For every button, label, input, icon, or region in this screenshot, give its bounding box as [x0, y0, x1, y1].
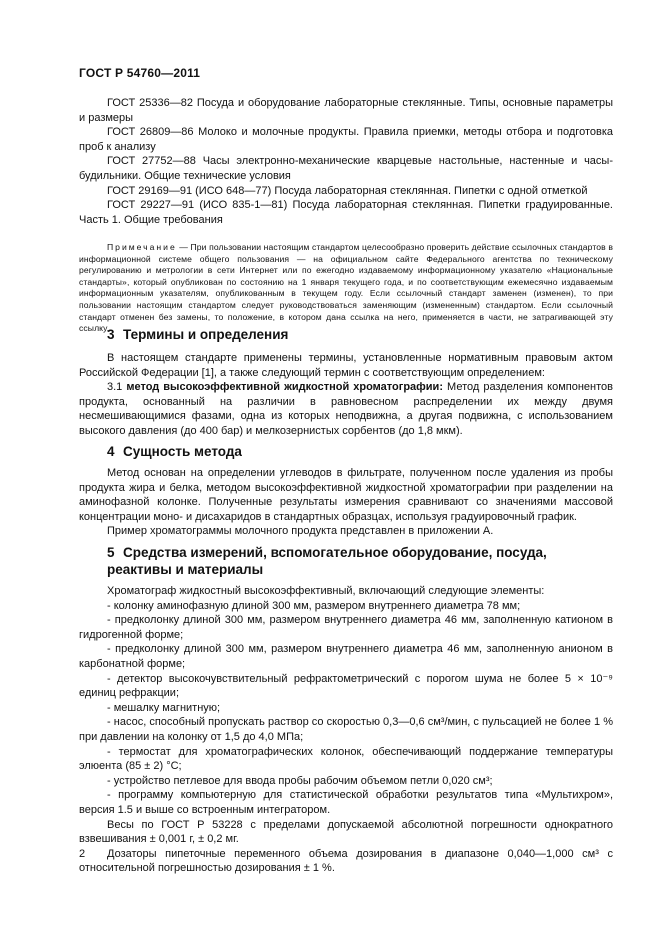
section-title: Сущность метода [123, 444, 242, 459]
section-title: Термины и определения [123, 327, 289, 342]
note-paragraph [79, 242, 613, 335]
list-item: - устройство петлевое для ввода пробы рабочим объемом петли 0,020 см³; [107, 774, 493, 787]
section-paragraph: Метод основан на определении углеводов в фильтрате, полученном после удаления из пробы продукта жира и белка, методом высокоэффективной жидкостной хроматографии при разделении на аминофазной колонке. Полученные результаты измерения сравнивают со значениями массовой концентрации моно- и дисахаридов в стандартных образцах, используя градуировочный график. [79, 467, 613, 523]
term-name: метод высокоэффективной жидкостной хроматографии: [126, 381, 443, 394]
term-text: Метод разделения компонентов продукта, основанный на различии в равновесном распределении их между двумя несмешивающимися фазами, одна из которых неподвижна, а другая подвижна, с использованием высокого давления (до 400 бар) и мелкозернистых сорбентов (до 1,8 мкм). [79, 381, 613, 437]
section-heading [79, 544, 613, 578]
reference-item: ГОСТ 25336—82 Посуда и оборудование лабораторные стеклянные. Типы, основные параметры и размеры [79, 97, 613, 124]
section-number: 5 [107, 545, 115, 560]
reference-item: ГОСТ 26809—86 Молоко и молочные продукты. Правила приемки, методы отбора и подготовка проб к анализу [79, 126, 613, 153]
section-number: 3 [107, 327, 115, 342]
section-paragraph: Весы по ГОСТ Р 53228 с пределами допускаемой абсолютной погрешности однократного взвешивания ± 0,001 г, ± 0,2 мг. [79, 818, 613, 846]
section-heading [79, 443, 613, 460]
section-3 [79, 326, 613, 439]
section-5 [79, 544, 613, 876]
term-definition [79, 380, 613, 438]
reference-item: ГОСТ 29169—91 (ИСО 648—77) Посуда лабораторная стеклянная. Пипетки с одной отметкой [107, 184, 588, 197]
list-item: - детектор высокочувствительный рефрактометрический с порогом шума не более 5 × 10⁻⁹ единиц рефракции; [79, 672, 613, 700]
list-item: - мешалку магнитную; [107, 701, 221, 714]
section-number: 4 [107, 444, 115, 459]
note-block [79, 242, 613, 335]
list-item: - насос, способный пропускать раствор со скоростью 0,3—0,6 см³/мин, с пульсацией не более 1 % при давлении на колонку от 1,5 до 4,0 МПа; [79, 716, 613, 743]
section-intro: В настоящем стандарте применены термины, установленные нормативным правовым актом Российской Федерации [1], а также следующий термин с соответствующим определением: [79, 352, 613, 379]
section-paragraph: Дозаторы пипеточные переменного объема дозирования в диапазоне 0,040—1,000 см³ с относительной погрешностью дозирования ± 1 %. [79, 847, 613, 875]
document-header: ГОСТ Р 54760—2011 [79, 66, 201, 80]
note-label: Примечание [107, 242, 177, 252]
page-number: 2 [79, 848, 86, 860]
section-4 [79, 443, 613, 539]
list-item: - программу компьютерную для статистической обработки результатов типа «Мультихром», версия 1.5 и выше со встроенным интегратором. [79, 789, 613, 816]
term-number: 3.1 [107, 381, 127, 394]
list-item: - колонку аминофазную длиной 300 мм, размером внутреннего диаметра 78 мм; [107, 599, 521, 612]
section-paragraph: Пример хроматограммы молочного продукта представлен в приложении А. [107, 525, 494, 538]
section-intro: Хроматограф жидкостный высокоэффективный, включающий следующие элементы: [107, 585, 545, 597]
reference-item: ГОСТ 29227—91 (ИСО 835-1—81) Посуда лабораторная стеклянная. Пипетки градуированные. Часть 1. Общие требования [79, 199, 613, 226]
section-title: Средства измерений, вспомогательное оборудование, посуда, реактивы и материалы [107, 545, 547, 577]
list-item: - предколонку длиной 300 мм, размером внутреннего диаметра 46 мм, заполненную анионом в карбонатной форме; [79, 643, 613, 670]
list-item: - термостат для хроматографических колонок, обеспечивающий поддержание температуры элюента (85 ± 2) °С; [79, 745, 613, 773]
list-item: - предколонку длиной 300 мм, размером внутреннего диаметра 46 мм, заполненную катионом в гидрогенной форме; [79, 614, 613, 641]
reference-item: ГОСТ 27752—88 Часы электронно-механические кварцевые настольные, настенные и часы-будильники. Общие технические условия [79, 155, 613, 182]
section-heading [79, 326, 613, 343]
references-list [79, 96, 613, 227]
note-text: — При пользовании настоящим стандартом целесообразно проверить действие ссылочных стандартов в информационной системе общего пользования — на официальном сайте Федерального агентства по техническому регулированию и метрологии в сети Интернет или по ежегодно издаваемому информационному указателю «Национальные стандарты», который опубликован по состоянию на 1 января текущего года, и по соответствующим ежемесячно издаваемым информационным указателям, опубликованным в текущем году. Если ссылочный стандарт заменен (изменен), то при пользовании настоящим стандартом следует руководствоваться заменяющим (измененным) стандартом. Если ссылочный стандарт отменен без замены, то положение, в котором дана ссылка на него, применяется в части, не затрагивающей эту ссылку. [79, 242, 613, 334]
